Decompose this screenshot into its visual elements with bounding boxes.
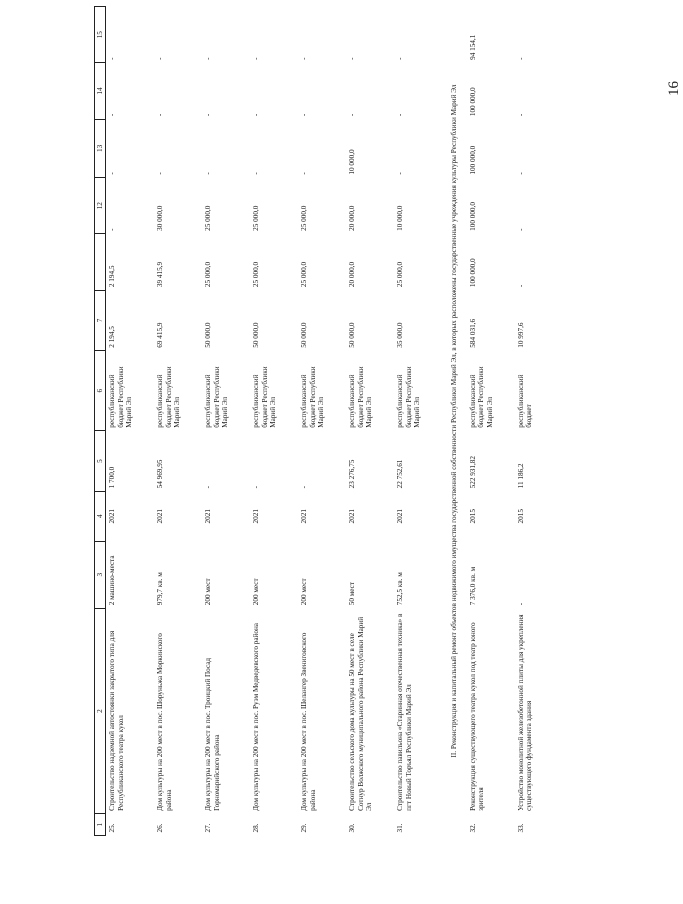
value-col13: - bbox=[252, 172, 261, 175]
year: 2015 bbox=[468, 509, 477, 524]
object-name: Дом культуры на 200 мест в пос. Руэм Медведевского района bbox=[252, 623, 261, 811]
value-col15: - bbox=[108, 57, 117, 60]
value-col15: - bbox=[204, 57, 213, 60]
funding-source: республиканский бюджет Республики Марий Эл bbox=[252, 366, 278, 428]
capacity: 752,5 кв. м bbox=[396, 572, 405, 606]
value-col14: - bbox=[348, 113, 357, 117]
table-row bbox=[202, 7, 250, 836]
capacity: 7 376,0 кв. м bbox=[468, 566, 477, 606]
estimated-cost: 11 186,2 bbox=[516, 463, 525, 489]
table-body bbox=[95, 7, 563, 836]
table-header-row bbox=[95, 7, 106, 836]
value-col13: - bbox=[396, 172, 405, 175]
row-number: 28. bbox=[252, 823, 261, 833]
row-number: 30. bbox=[348, 823, 357, 833]
header-cell: 3 bbox=[95, 541, 106, 608]
value-col8: 25 000,0 bbox=[396, 261, 405, 288]
value-col14: - bbox=[516, 113, 525, 117]
total-value: 50 000,0 bbox=[204, 322, 213, 348]
total-value: 50 000,0 bbox=[252, 322, 261, 348]
funding-source: республиканский бюджет Республики Марий Эл bbox=[204, 366, 230, 428]
value-col14: - bbox=[204, 113, 213, 117]
value-col8: 100 000,0 bbox=[468, 258, 477, 288]
table-row bbox=[106, 7, 155, 836]
capacity: 979,7 кв. м bbox=[156, 572, 165, 606]
estimated-cost: 23 276,75 bbox=[348, 459, 357, 489]
value-col12: 10 000,0 bbox=[396, 205, 405, 231]
funding-source: республиканский бюджет Республики Марий Эл bbox=[468, 366, 494, 428]
value-col14: 100 000,0 bbox=[468, 87, 477, 117]
value-col15: - bbox=[516, 57, 525, 60]
object-name: Реконструкция существующего театра кукол под театр юного зрителя bbox=[468, 622, 486, 811]
estimated-cost: 1 700,0 bbox=[108, 466, 117, 489]
table-row bbox=[394, 7, 442, 836]
total-value: 50 000,0 bbox=[300, 322, 309, 348]
value-col13: 10 000,0 bbox=[348, 149, 357, 175]
capacity: 200 мест bbox=[300, 578, 309, 606]
value-col12: 25 000,0 bbox=[300, 205, 309, 231]
value-col14: - bbox=[156, 113, 165, 117]
header-cell: 13 bbox=[95, 119, 106, 177]
estimated-cost: 22 752,61 bbox=[396, 459, 405, 489]
header-cell: 15 bbox=[95, 7, 106, 63]
value-col15: - bbox=[252, 57, 261, 60]
value-col14: - bbox=[252, 113, 261, 117]
total-value: 2 194,5 bbox=[108, 326, 117, 348]
estimated-cost: - bbox=[252, 485, 261, 489]
capacity: 2 машино-места bbox=[108, 555, 117, 606]
value-col12: 20 000,0 bbox=[348, 205, 357, 231]
value-col13: - bbox=[300, 172, 309, 175]
table-row bbox=[298, 7, 346, 836]
object-name: Дом культуры на 200 мест в пос. Шелангер Звениговского района bbox=[300, 632, 317, 811]
year: 2021 bbox=[204, 509, 213, 524]
header-cell: 2 bbox=[95, 608, 106, 814]
value-col13: - bbox=[108, 172, 117, 175]
value-col15: - bbox=[396, 57, 405, 60]
funding-source: республиканский бюджет Республики Марий Эл bbox=[300, 366, 326, 428]
table-row bbox=[250, 7, 298, 836]
object-name: Дом культуры на 200 мест в пос. Троицкий Посад Горномарийского района bbox=[204, 657, 221, 811]
row-number: 31. bbox=[396, 823, 405, 833]
value-col15: - bbox=[156, 57, 165, 60]
year: 2021 bbox=[156, 509, 165, 524]
row-number: 32. bbox=[468, 823, 477, 833]
object-name: Строительство павильона «Старинная отечественная техника» в пгт Новый Торъял Республики Марий Эл bbox=[396, 613, 413, 811]
total-value: 35 000,0 bbox=[396, 322, 405, 348]
object-name: Строительство надземной автостоянки закрытого типа для Республиканского театра кукол bbox=[108, 630, 125, 811]
funding-source: республиканский бюджет Республики Марий Эл bbox=[348, 366, 374, 428]
value-col8: 39 415,9 bbox=[156, 261, 165, 288]
object-name: Строительство сельского дома культуры на 50 мест в селе Сотнур Волжского муниципального района Республики Марий Эл bbox=[348, 616, 374, 811]
value-col12: 100 000,0 bbox=[468, 202, 477, 231]
header-cell: 6 bbox=[95, 351, 106, 431]
object-name: Устройство монолитной железобетонной плиты для укрепления существующего фундамента здания bbox=[516, 614, 534, 811]
total-value: 584 031,6 bbox=[468, 318, 477, 348]
year: 2021 bbox=[252, 509, 261, 524]
row-number: 25. bbox=[108, 823, 117, 833]
section-row bbox=[442, 7, 466, 836]
header-cell: 12 bbox=[95, 178, 106, 234]
estimated-cost: - bbox=[300, 485, 309, 489]
funding-source: республиканский бюджет Республики Марий Эл bbox=[156, 366, 182, 428]
value-col13: - bbox=[516, 172, 525, 175]
value-col8: 2 194,5 bbox=[108, 265, 117, 288]
header-cell bbox=[95, 234, 106, 290]
capacity: 200 мест bbox=[204, 578, 213, 606]
object-name: Дом культуры на 200 мест в пос. Шоруньжа Моркинского района bbox=[156, 633, 173, 811]
row-number: 33. bbox=[516, 823, 525, 833]
row-number: 27. bbox=[204, 823, 213, 833]
value-col15: 94 154,1 bbox=[468, 34, 477, 60]
total-value: 50 000,0 bbox=[348, 322, 357, 348]
header-cell: 1 bbox=[95, 814, 106, 836]
value-col8: 25 000,0 bbox=[252, 261, 261, 288]
table-row bbox=[467, 7, 515, 836]
year: 2021 bbox=[396, 509, 405, 524]
capacity: - bbox=[516, 602, 525, 606]
value-col8: 25 000,0 bbox=[300, 261, 309, 288]
estimated-cost: - bbox=[204, 485, 213, 489]
header-cell: 4 bbox=[95, 491, 106, 541]
header-cell: 5 bbox=[95, 431, 106, 492]
total-value: 69 415,9 bbox=[156, 322, 165, 348]
value-col12: 30 000,0 bbox=[156, 205, 165, 231]
value-col15: - bbox=[348, 57, 357, 60]
capacity: 50 мест bbox=[348, 582, 357, 606]
capacity: 200 мест bbox=[252, 578, 261, 606]
value-col14: - bbox=[396, 113, 405, 117]
value-col12: 25 000,0 bbox=[204, 205, 213, 231]
header-cell: 14 bbox=[95, 63, 106, 119]
year: 2021 bbox=[348, 509, 357, 524]
value-col8: 20 000,0 bbox=[348, 261, 357, 288]
funding-source: республиканский бюджет Республики Марий Эл bbox=[396, 366, 422, 428]
value-col12: - bbox=[516, 228, 525, 231]
section-title: II. Реконструкция и капитальный ремонт объектов недвижимого имущества государственной собственности Республики Марий Эл, в которых расположены государственные учреждения культуры Республики Марий Эл bbox=[450, 84, 459, 758]
value-col12: - bbox=[108, 228, 117, 231]
value-col8: - bbox=[516, 284, 525, 288]
value-col13: 100 000,0 bbox=[468, 145, 477, 175]
table-row bbox=[346, 7, 394, 836]
value-col8: 25 000,0 bbox=[204, 261, 213, 288]
estimated-cost: 54 969,95 bbox=[156, 459, 165, 489]
total-value: 10 997,6 bbox=[516, 322, 525, 348]
value-col14: - bbox=[108, 113, 117, 117]
value-col15: - bbox=[300, 57, 309, 60]
header-cell: 7 bbox=[95, 290, 106, 351]
value-col13: - bbox=[204, 172, 213, 175]
table-row bbox=[515, 7, 563, 836]
funding-source: республиканский бюджет Республики Марий Эл bbox=[108, 366, 134, 428]
page-number: 16 bbox=[666, 81, 682, 96]
year: 2021 bbox=[300, 509, 309, 524]
year: 2021 bbox=[108, 509, 117, 524]
row-number: 26. bbox=[156, 823, 165, 833]
value-col12: 25 000,0 bbox=[252, 205, 261, 231]
budget-table bbox=[94, 6, 563, 836]
year: 2015 bbox=[516, 509, 525, 524]
value-col14: - bbox=[300, 113, 309, 117]
funding-source: республиканский бюджет bbox=[516, 374, 534, 428]
value-col13: - bbox=[156, 172, 165, 175]
table-row bbox=[154, 7, 202, 836]
estimated-cost: 522 931,82 bbox=[468, 456, 477, 489]
row-number: 29. bbox=[300, 823, 309, 833]
